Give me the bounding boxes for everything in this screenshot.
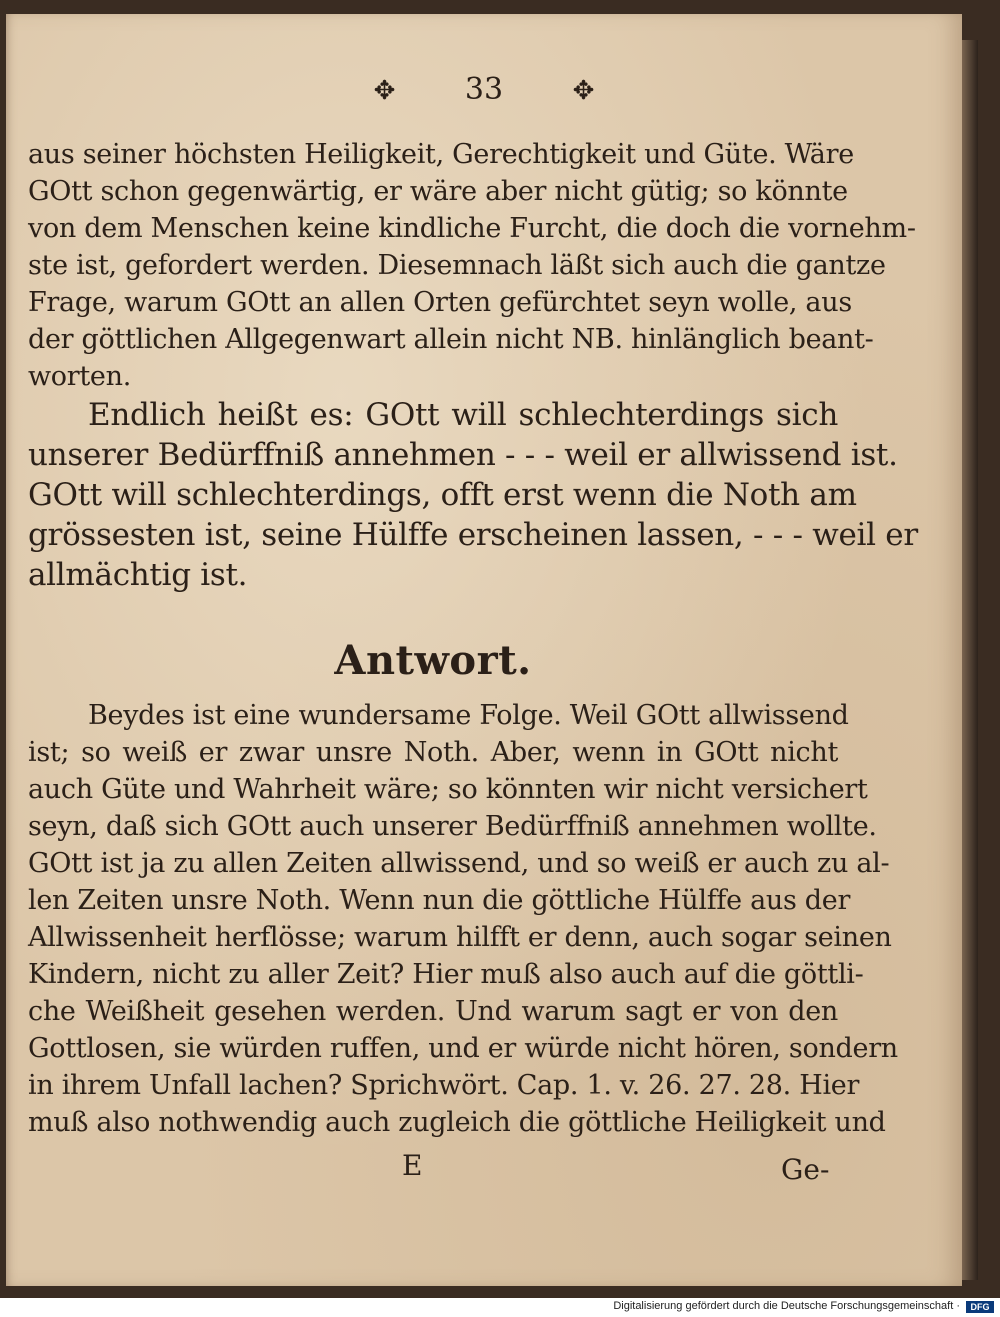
text-line: Frage, warum GOtt an allen Orten gefürchtet seyn wolle, aus (28, 287, 852, 318)
text-line: auch Güte und Wahrheit wäre; so könnten wir nicht versichert (28, 774, 868, 805)
text-line: seyn, daß sich GOtt auch unserer Bedürffniß annehmen wollte. (28, 811, 877, 842)
text-line: von dem Menschen keine kindliche Furcht, die doch die vornehm- (28, 213, 916, 244)
section-heading: Antwort. (334, 637, 532, 684)
text-line: len Zeiten unsre Noth. Wenn nun die göttliche Hülffe aus der (28, 885, 851, 916)
dfg-logo-icon: DFG (966, 1301, 994, 1313)
catchword: Ge- (781, 1153, 830, 1186)
text-line: Endlich heißt es: GOtt will schlechterdings sich (88, 397, 838, 433)
text-line: muß also nothwendig auch zugleich die göttliche Heiligkeit und (28, 1107, 886, 1138)
signature-mark: E (402, 1149, 423, 1182)
text-line: der göttlichen Allgegenwart allein nicht NB. hinlänglich beant- (28, 324, 874, 355)
text-line: aus seiner höchsten Heiligkeit, Gerechtigkeit und Güte. Wäre (28, 139, 854, 170)
page-text (28, 136, 918, 1141)
text-line: in ihrem Unfall lachen? Sprichwört. Cap. 1. v. 26. 27. 28. Hier (28, 1070, 860, 1101)
text-line: GOtt will schlechterdings, offt erst wenn die Noth am (28, 477, 857, 513)
text-line: che Weißheit gesehen werden. Und warum sagt er von den (28, 996, 838, 1027)
funding-bar (0, 1298, 1000, 1317)
page-number: 33 (464, 72, 504, 107)
text-line: GOtt schon gegenwärtig, er wäre aber nicht gütig; so könnte (28, 176, 848, 207)
text-line: allmächtig ist. (28, 557, 248, 593)
book-edge (962, 40, 978, 1280)
text-line: unserer Bedürffniß annehmen - - - weil er allwissend ist. (28, 437, 898, 473)
book-page (6, 14, 962, 1286)
header-ornament-left-icon: ✥ (373, 76, 396, 106)
text-line: Kindern, nicht zu aller Zeit? Hier muß also auch auf die göttli- (28, 959, 864, 990)
funding-text: Digitalisierung gefördert durch die Deutsche Forschungsgemeinschaft · (613, 1300, 960, 1312)
text-line: grössesten ist, seine Hülffe erscheinen lassen, - - - weil er (28, 517, 918, 553)
text-line: Gottlosen, sie würden ruffen, und er würde nicht hören, sondern (28, 1033, 898, 1064)
text-line: worten. (28, 361, 131, 392)
page-header (6, 72, 962, 107)
text-line: ste ist, gefordert werden. Diesemnach läßt sich auch die gantze (28, 250, 886, 281)
text-line: Allwissenheit herflösse; warum hilfft er denn, auch sogar seinen (28, 922, 892, 953)
text-line: GOtt ist ja zu allen Zeiten allwissend, und so weiß er auch zu al- (28, 848, 890, 879)
header-ornament-right-icon: ✥ (572, 76, 595, 106)
text-line: Beydes ist eine wundersame Folge. Weil GOtt allwissend (88, 700, 849, 731)
page-footer (6, 1149, 962, 1189)
text-line: ist; so weiß er zwar unsre Noth. Aber, wenn in GOtt nicht (28, 737, 838, 768)
